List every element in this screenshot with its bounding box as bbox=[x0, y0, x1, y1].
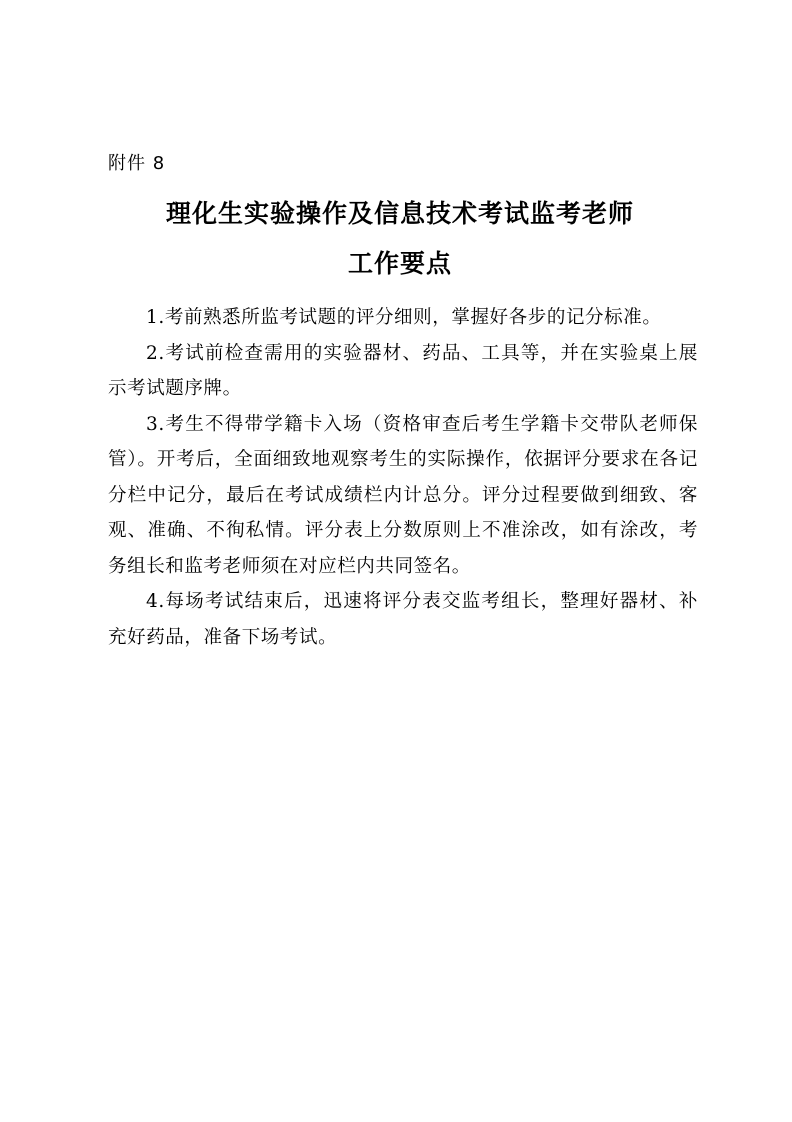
attachment-label: 附件 8 bbox=[108, 153, 166, 174]
document-title-line-2: 工作要点 bbox=[347, 249, 452, 278]
document-title-line-1: 理化生实验操作及信息技术考试监考老师 bbox=[165, 199, 634, 228]
paragraph-4: 4.每场考试结束后，迅速将评分表交监考组长，整理好器材、补充好药品，准备下场考试。 bbox=[108, 591, 698, 648]
paragraph-2: 2.考试前检查需用的实验器材、药品、工具等，并在实验桌上展示考试题序牌。 bbox=[108, 342, 698, 399]
paragraph-3: 3.考生不得带学籍卡入场（资格审查后考生学籍卡交带队老师保管）。开考后，全面细致地观察考生的实际操作，依据评分要求在各记分栏中记分，最后在考试成绩栏内计总分。评分过程要做到细致、客观、准确、不徇私情。评分表上分数原则上不准涂改，如有涂改，考务组长和监考老师须在对应栏内共同签名。 bbox=[108, 413, 698, 577]
paragraph-1: 1.考前熟悉所监考试题的评分细则，掌握好各步的记分标准。 bbox=[146, 307, 662, 328]
document-body bbox=[108, 300, 698, 655]
